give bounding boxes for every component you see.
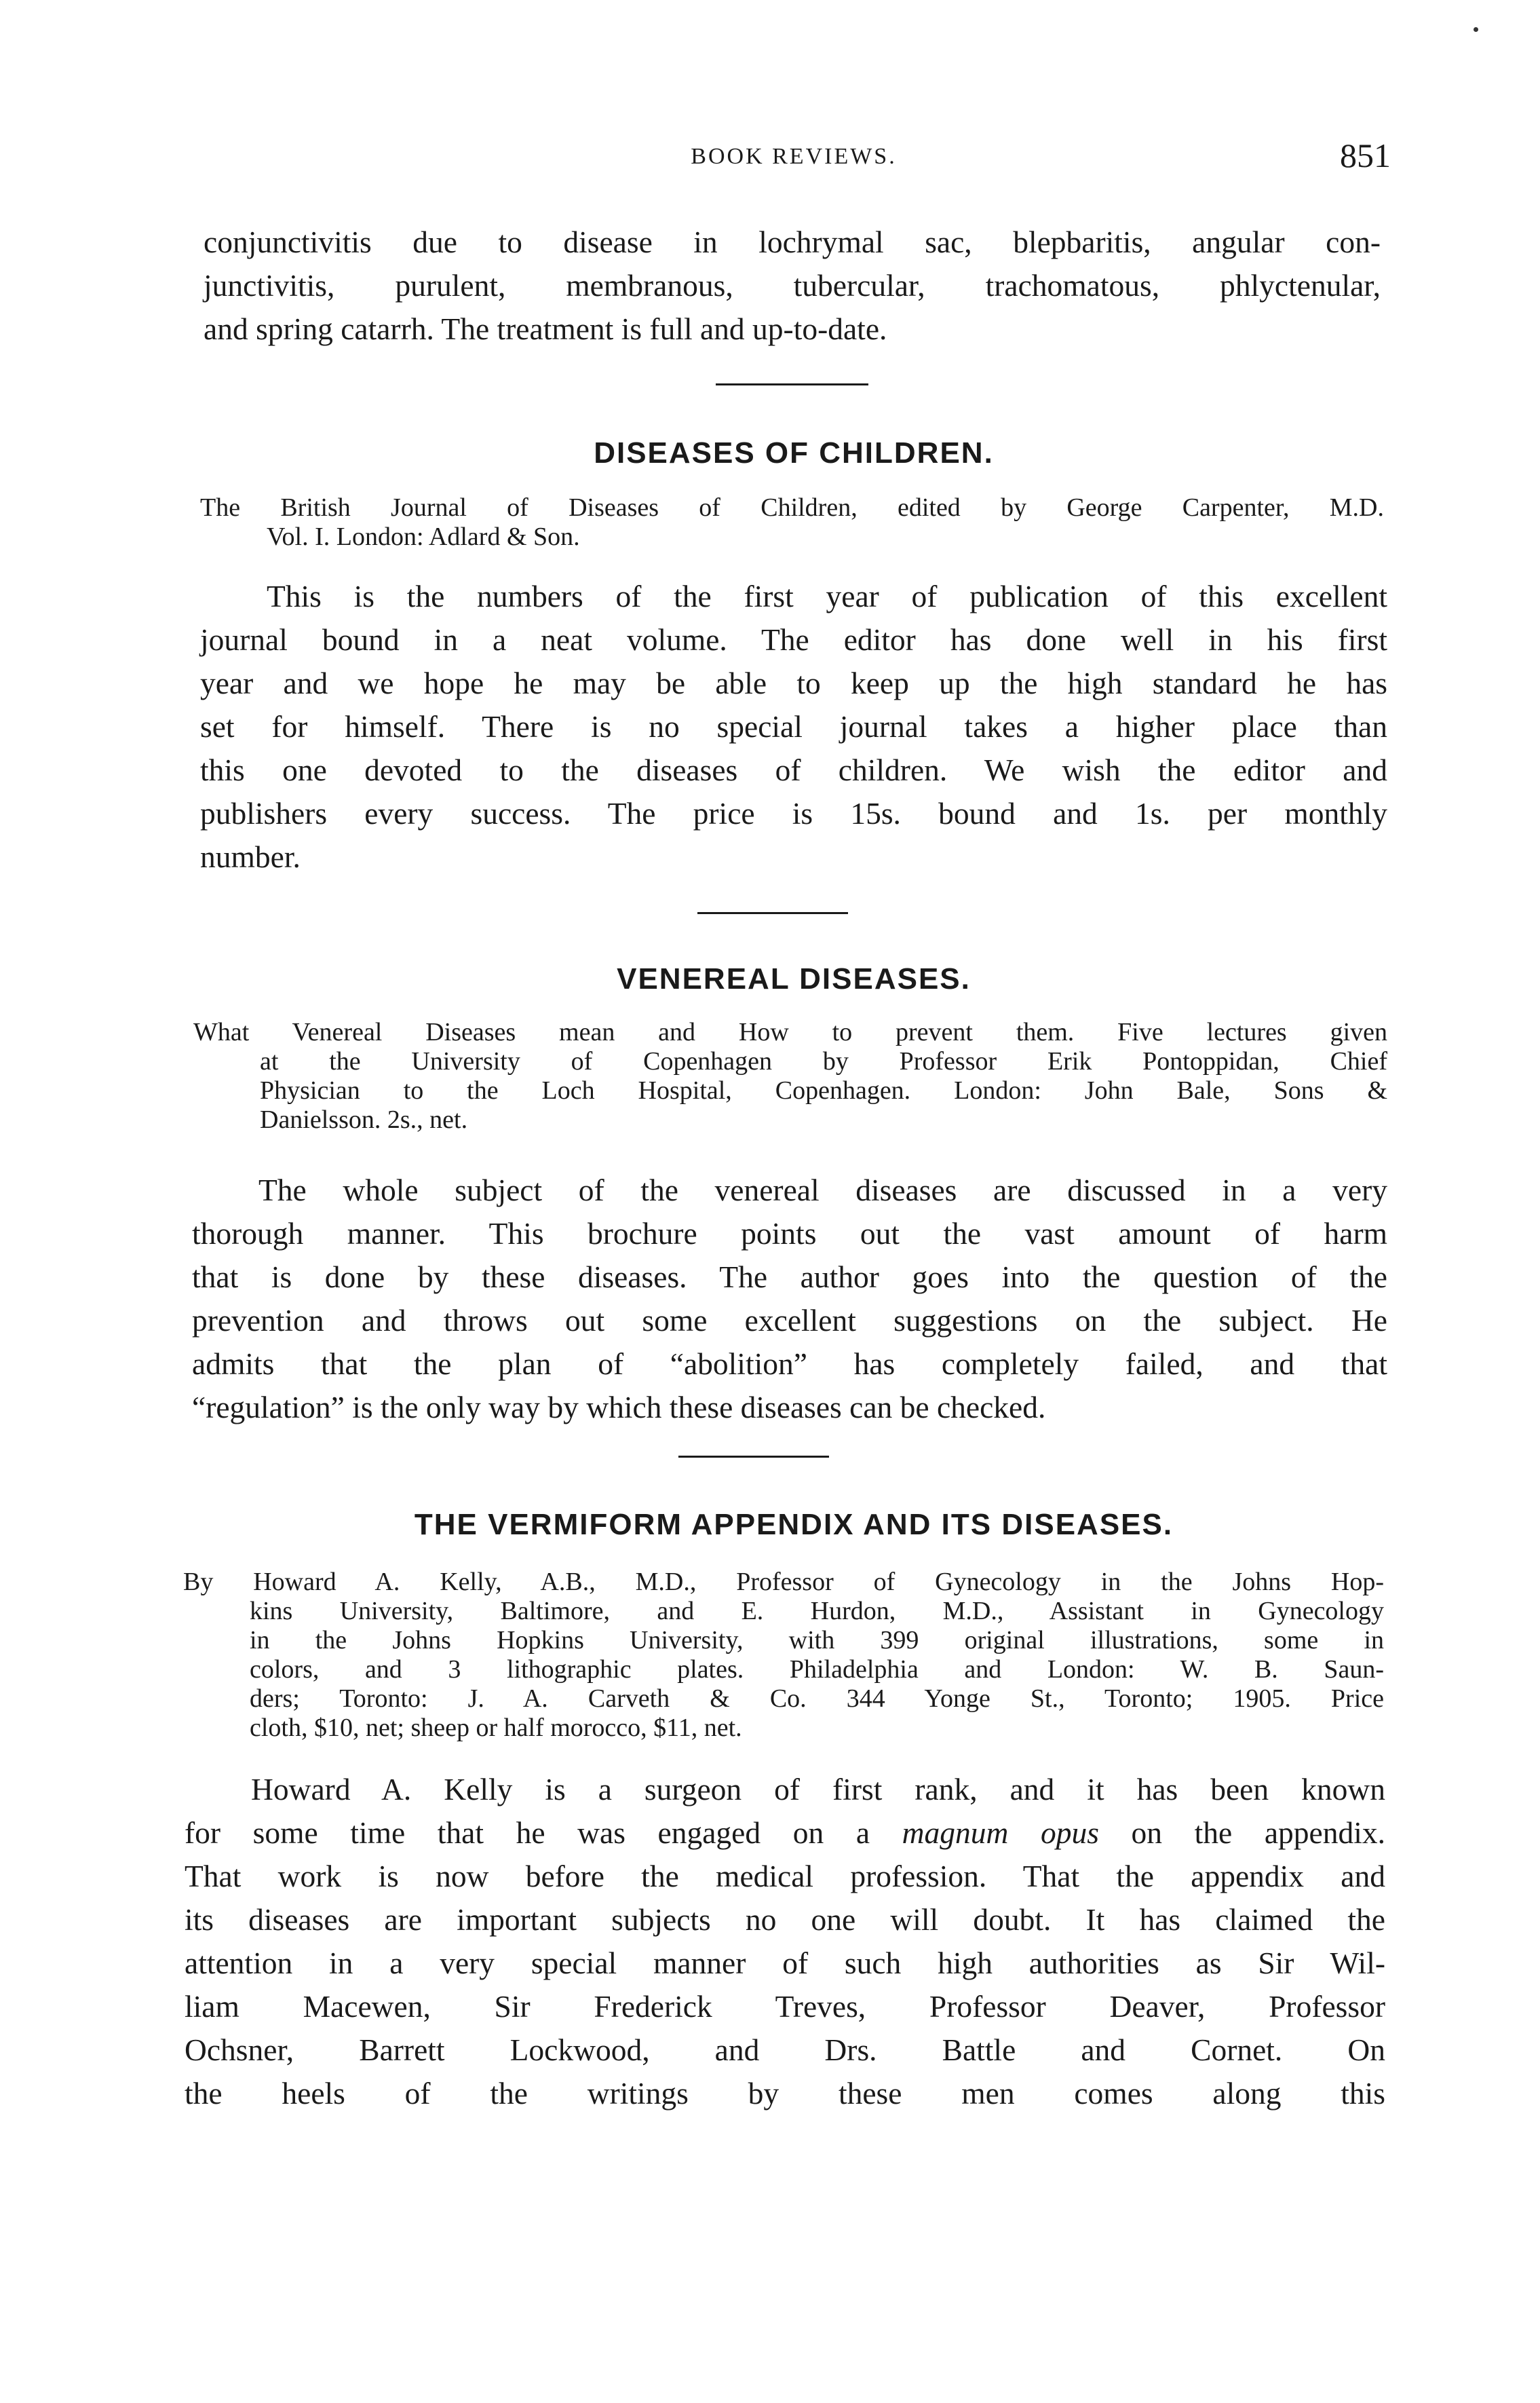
citation-line: The British Journal of Diseases of Children, edited by George Carpenter, M.D. xyxy=(200,493,1384,522)
citation-line: Physician to the Loch Hospital, Copenhagen. London: John Bale, Sons & xyxy=(260,1076,1387,1105)
text-line: The whole subject of the venereal diseases are discussed in a very xyxy=(258,1173,1387,1207)
text-line: attention in a very special manner of such high authorities as Sir Wil- xyxy=(185,1946,1385,1980)
text-line: thorough manner. This brochure points out the vast amount of harm xyxy=(192,1216,1387,1251)
section-divider xyxy=(678,1456,829,1458)
text-line: liam Macewen, Sir Frederick Treves, Professor Deaver, Professor xyxy=(185,1989,1385,2024)
text-line: year and we hope he may be able to keep up the high standard he has xyxy=(200,666,1387,700)
section-heading-vermiform-appendix: THE VERMIFORM APPENDIX AND ITS DISEASES. xyxy=(414,1508,1174,1541)
text-run: for some time that he was engaged on a xyxy=(185,1815,870,1850)
section-heading-diseases-of-children: DISEASES OF CHILDREN. xyxy=(594,436,994,470)
text-line-with-emphasis xyxy=(185,1811,1385,1855)
text-line: Howard A. Kelly is a surgeon of first rank, and it has been known xyxy=(251,1772,1385,1806)
citation-line: Vol. I. London: Adlard & Son. xyxy=(267,523,580,551)
text-line: Ochsner, Barrett Lockwood, and Drs. Battle and Cornet. On xyxy=(185,2032,1385,2067)
citation-line: Danielsson. 2s., net. xyxy=(260,1105,468,1134)
citation-line: in the Johns Hopkins University, with 399 original illustrations, some in xyxy=(250,1626,1384,1654)
text-line: prevention and throws out some excellent suggestions on the subject. He xyxy=(192,1303,1387,1338)
running-title: BOOK REVIEWS. xyxy=(691,144,897,169)
text-line: that is done by these diseases. The author goes into the question of the xyxy=(192,1260,1387,1294)
text-line: journal bound in a neat volume. The editor has done well in his first xyxy=(200,622,1387,657)
section-heading-venereal-diseases: VENEREAL DISEASES. xyxy=(617,962,971,996)
page-number: 851 xyxy=(1340,136,1391,174)
text-line: “regulation” is the only way by which these diseases can be checked. xyxy=(192,1390,1046,1424)
review-body-vermiform-appendix xyxy=(185,1768,1385,2115)
text-line: and spring catarrh. The treatment is full and up-to-date. xyxy=(204,311,887,346)
citation-line: ders; Toronto: J. A. Carveth & Co. 344 Yonge St., Toronto; 1905. Price xyxy=(250,1684,1384,1713)
citation-line: at the University of Copenhagen by Professor Erik Pontoppidan, Chief xyxy=(260,1047,1387,1076)
citation-vermiform-appendix xyxy=(183,1568,1384,1743)
text-line: admits that the plan of “abolition” has completely failed, and that xyxy=(192,1346,1387,1381)
text-run: on the appendix. xyxy=(1131,1815,1385,1850)
opening-paragraph xyxy=(204,221,1381,351)
citation-line: cloth, $10, net; sheep or half morocco, $11, net. xyxy=(250,1714,742,1742)
citation-line: kins University, Baltimore, and E. Hurdon, M.D., Assistant in Gynecology xyxy=(250,1597,1384,1625)
text-line: conjunctivitis due to disease in lochrymal sac, blepbaritis, angular con- xyxy=(204,225,1381,259)
citation-diseases-of-children xyxy=(200,493,1384,552)
text-line: publishers every success. The price is 15s. bound and 1s. per monthly xyxy=(200,796,1387,831)
text-line: This is the numbers of the first year of publication of this excellent xyxy=(267,579,1387,613)
section-divider xyxy=(716,383,868,385)
text-line: this one devoted to the diseases of children. We wish the editor and xyxy=(200,753,1387,787)
text-line: That work is now before the medical profession. That the appendix and xyxy=(185,1859,1385,1893)
citation-line: By Howard A. Kelly, A.B., M.D., Professor of Gynecology in the Johns Hop- xyxy=(183,1568,1384,1596)
text-line: set for himself. There is no special journal takes a higher place than xyxy=(200,709,1387,744)
running-head xyxy=(197,136,1391,183)
section-divider xyxy=(697,912,848,914)
citation-line: colors, and 3 lithographic plates. Philadelphia and London: W. B. Saun- xyxy=(250,1655,1384,1684)
scan-speck xyxy=(1474,27,1478,32)
emphasis-magnum-opus: magnum opus xyxy=(902,1815,1099,1850)
text-line: its diseases are important subjects no one will doubt. It has claimed the xyxy=(185,1902,1385,1937)
text-line: number. xyxy=(200,839,301,874)
citation-venereal-diseases xyxy=(193,1018,1387,1135)
review-body-venereal-diseases xyxy=(192,1169,1387,1429)
review-body-diseases-of-children xyxy=(200,575,1387,879)
text-line: junctivitis, purulent, membranous, tubercular, trachomatous, phlyctenular, xyxy=(204,268,1381,303)
text-line: the heels of the writings by these men comes along this xyxy=(185,2076,1385,2111)
citation-line: What Venereal Diseases mean and How to prevent them. Five lectures given xyxy=(193,1018,1387,1046)
